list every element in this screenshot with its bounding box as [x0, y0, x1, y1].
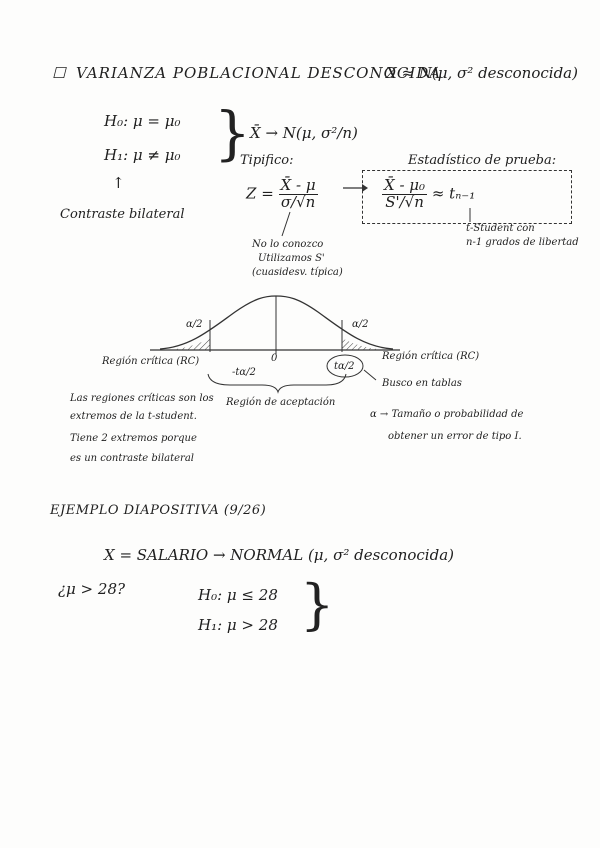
z-note-line-1: No lo conozco — [252, 239, 324, 250]
left-note-line-3: Tiene 2 extremos porque — [70, 433, 197, 444]
z-note-line-3: (cuasidesv. típica) — [252, 267, 343, 278]
negative-t-label: -tα/2 — [232, 367, 256, 378]
left-note-line-1: Las regiones críticas son los — [70, 393, 214, 404]
typified-label: Tipifico: — [240, 153, 294, 168]
example-brace-icon: } — [300, 573, 335, 636]
statistic-numerator: X̄ - μ₀ — [384, 176, 426, 194]
right-note-line-2: obtener un error de tipo I. — [388, 431, 522, 442]
test-type-note: Contraste bilateral — [60, 207, 185, 222]
example-question: ¿μ > 28? — [58, 580, 126, 598]
right-brace-icon: } — [214, 99, 251, 167]
alpha-left-label: α/2 — [186, 319, 203, 330]
right-note-line-1: α → Tamaño o probabilidad de — [370, 409, 524, 420]
z-numerator: X̄ - μ — [280, 176, 316, 194]
example-hypothesis-alternative: H₁: μ > 28 — [198, 616, 278, 634]
alpha-right-label: α/2 — [352, 319, 369, 330]
center-tick-label: 0 — [271, 353, 278, 364]
example-hypothesis-null: H₀: μ ≤ 28 — [198, 586, 278, 604]
arrow-up-icon: ↑ — [112, 174, 125, 192]
hypothesis-alternative: H₁: μ ≠ μ₀ — [104, 146, 181, 164]
z-note-line-2: Utilizamos S' — [258, 253, 325, 264]
hypothesis-null: H₀: μ = μ₀ — [104, 112, 181, 130]
arrow-to-lookup — [364, 370, 376, 380]
critical-region-right: Región crítica (RC) — [382, 351, 480, 362]
lookup-note: Busco en tablas — [382, 378, 462, 389]
positive-t-label: tα/2 — [334, 361, 355, 372]
example-title: EJEMPLO DIAPOSITIVA (9/26) — [50, 503, 267, 518]
left-note-line-2: extremos de la t-student. — [70, 411, 197, 422]
example-variable: X = SALARIO → NORMAL (μ, σ² desconocida) — [104, 546, 454, 564]
critical-region-left: Región crítica (RC) — [102, 356, 200, 367]
z-prefix: Z = — [246, 184, 274, 203]
distribution-assumption: X ≈ N(μ, σ² desconocida) — [386, 64, 578, 82]
page-title: VARIANZA POBLACIONAL DESCONOCIDA — [76, 64, 442, 82]
statistic-note-line-1: t-Student con — [466, 223, 535, 234]
statistic-result: ≈ tₙ₋₁ — [431, 184, 476, 203]
z-denominator: σ/√n — [280, 192, 316, 211]
statistic-label: Estadístico de prueba: — [408, 153, 557, 168]
acceptance-region-label: Región de aceptación — [226, 397, 336, 408]
statistic-denominator: S'/√n — [385, 192, 424, 211]
left-note-line-4: es un contraste bilateral — [70, 453, 194, 464]
bullet-icon: ☐ — [52, 64, 66, 82]
acceptance-brace — [208, 374, 346, 392]
sampling-distribution: X̄ → N(μ, σ²/n) — [250, 124, 358, 142]
statistic-note-line-2: n-1 grados de libertad — [466, 237, 579, 248]
